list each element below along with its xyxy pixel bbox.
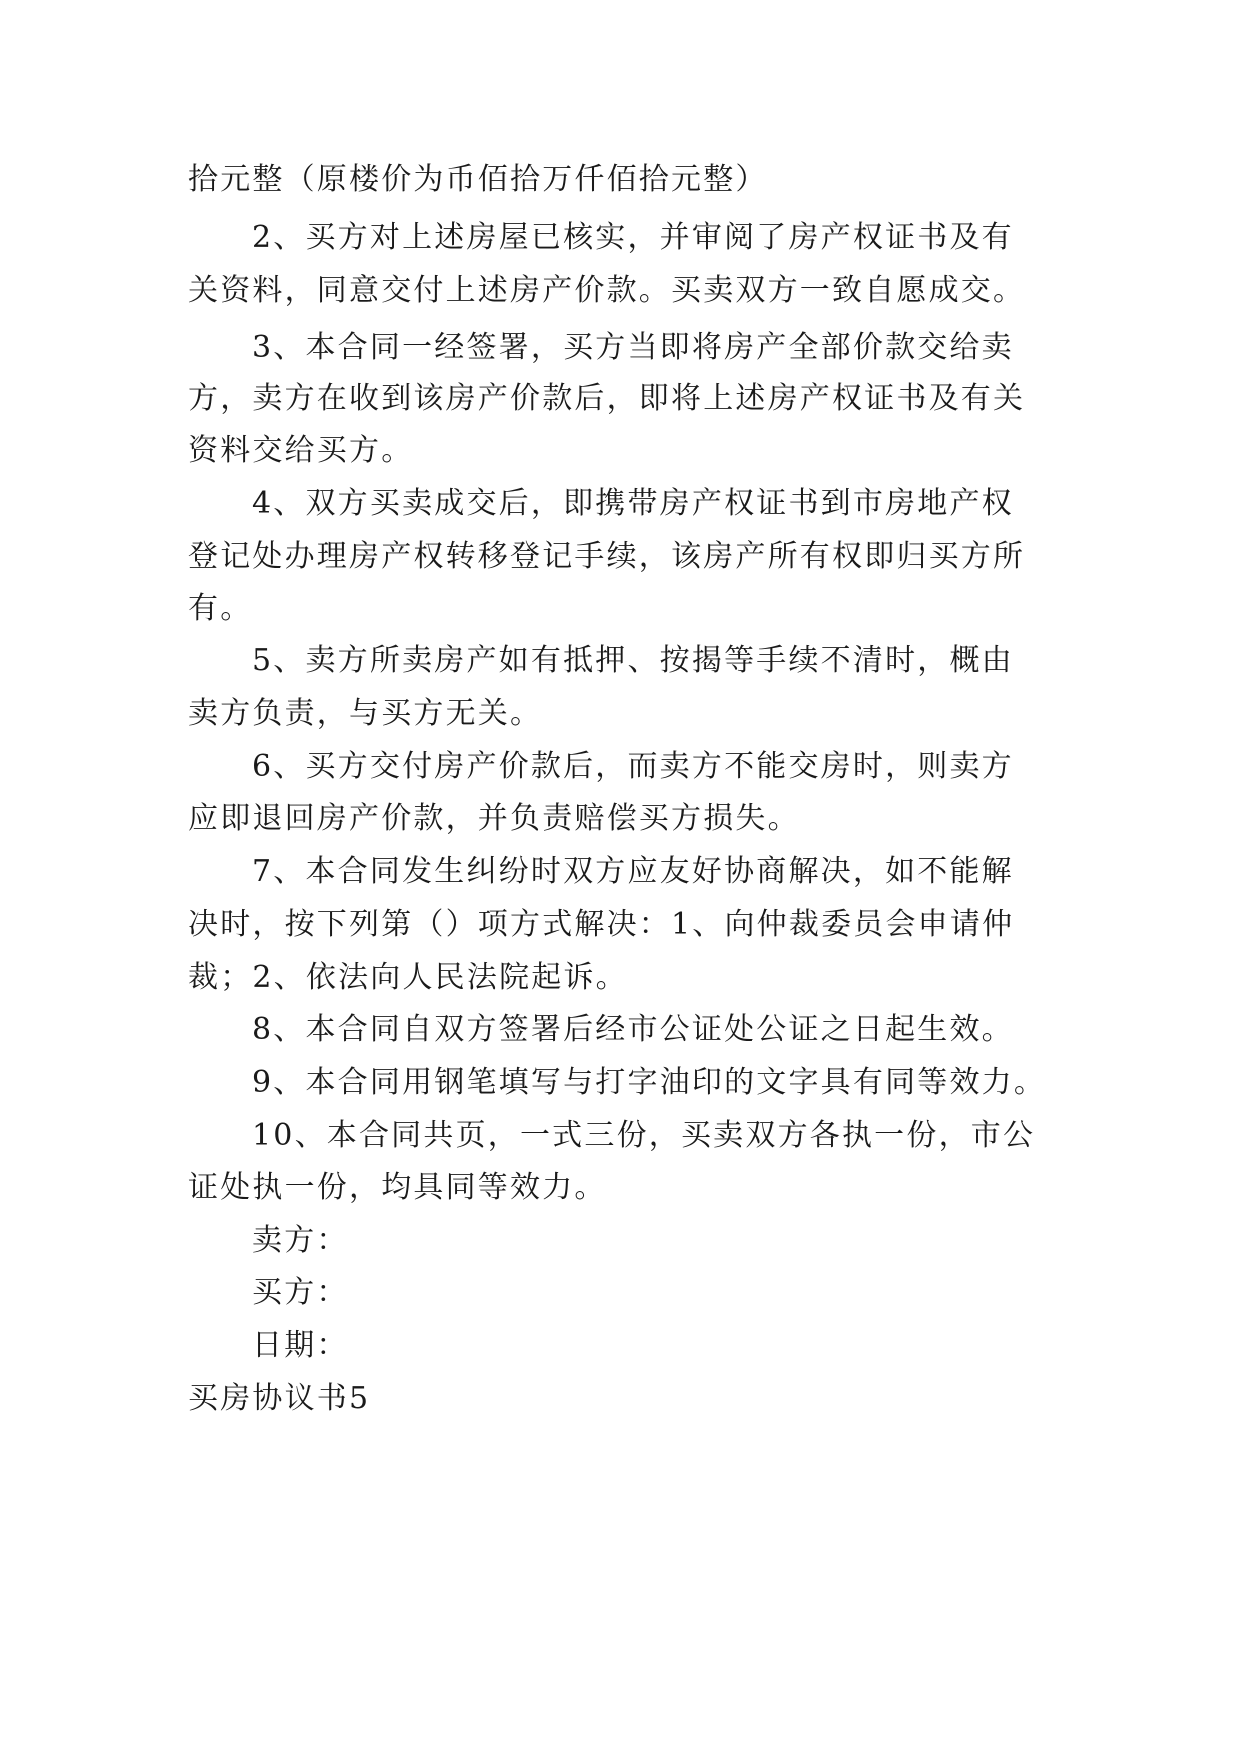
clause-3-line-1: 3、本合同一经签署，买方当即将房产全部价款交给卖 [252,330,1014,365]
clause-7-line-1: 7、本合同发生纠纷时双方应友好协商解决，如不能解 [252,854,1014,889]
clause-7-line-3: 裁；2、依法向人民法院起诉。 [188,960,628,995]
clause-6-line-1: 6、买方交付房产价款后，而卖方不能交房时，则卖方 [252,749,1014,784]
section-heading: 买房协议书5 [188,1381,371,1416]
clause-7-line-2: 决时，按下列第（）项方式解决：1、向仲裁委员会申请仲 [188,907,1015,942]
text-line: 拾元整（原楼价为币佰拾万仟佰拾元整） [188,162,768,197]
clause-2-line-1: 2、买方对上述房屋已核实，并审阅了房产权证书及有 [252,220,1014,255]
clause-3-line-3: 资料交给买方。 [188,433,414,468]
clause-9: 9、本合同用钢笔填写与打字油印的文字具有同等效力。 [252,1065,1047,1100]
clause-5-line-2: 卖方负责，与买方无关。 [188,696,543,731]
buyer-signature-label: 买方： [252,1275,349,1310]
clause-3-line-2: 方，卖方在收到该房产价款后，即将上述房产权证书及有关 [188,381,1026,416]
date-label: 日期： [252,1328,349,1363]
clause-6-line-2: 应即退回房产价款，并负责赔偿买方损失。 [188,801,800,836]
clause-4-line-2: 登记处办理房产权转移登记手续，该房产所有权即归买方所 [188,539,1026,574]
clause-8: 8、本合同自双方签署后经市公证处公证之日起生效。 [252,1012,1014,1047]
clause-10-line-1: 10、本合同共页，一式三份，买卖双方各执一份，市公 [252,1118,1036,1153]
clause-10-line-2: 证处执一份，均具同等效力。 [188,1170,607,1205]
clause-5-line-1: 5、卖方所卖房产如有抵押、按揭等手续不清时，概由 [252,643,1014,678]
clause-4-line-1: 4、双方买卖成交后，即携带房产权证书到市房地产权 [252,486,1014,521]
seller-signature-label: 卖方： [252,1223,349,1258]
clause-4-line-3: 有。 [188,591,253,626]
clause-2-line-2: 关资料，同意交付上述房产价款。买卖双方一致自愿成交。 [188,273,1026,308]
